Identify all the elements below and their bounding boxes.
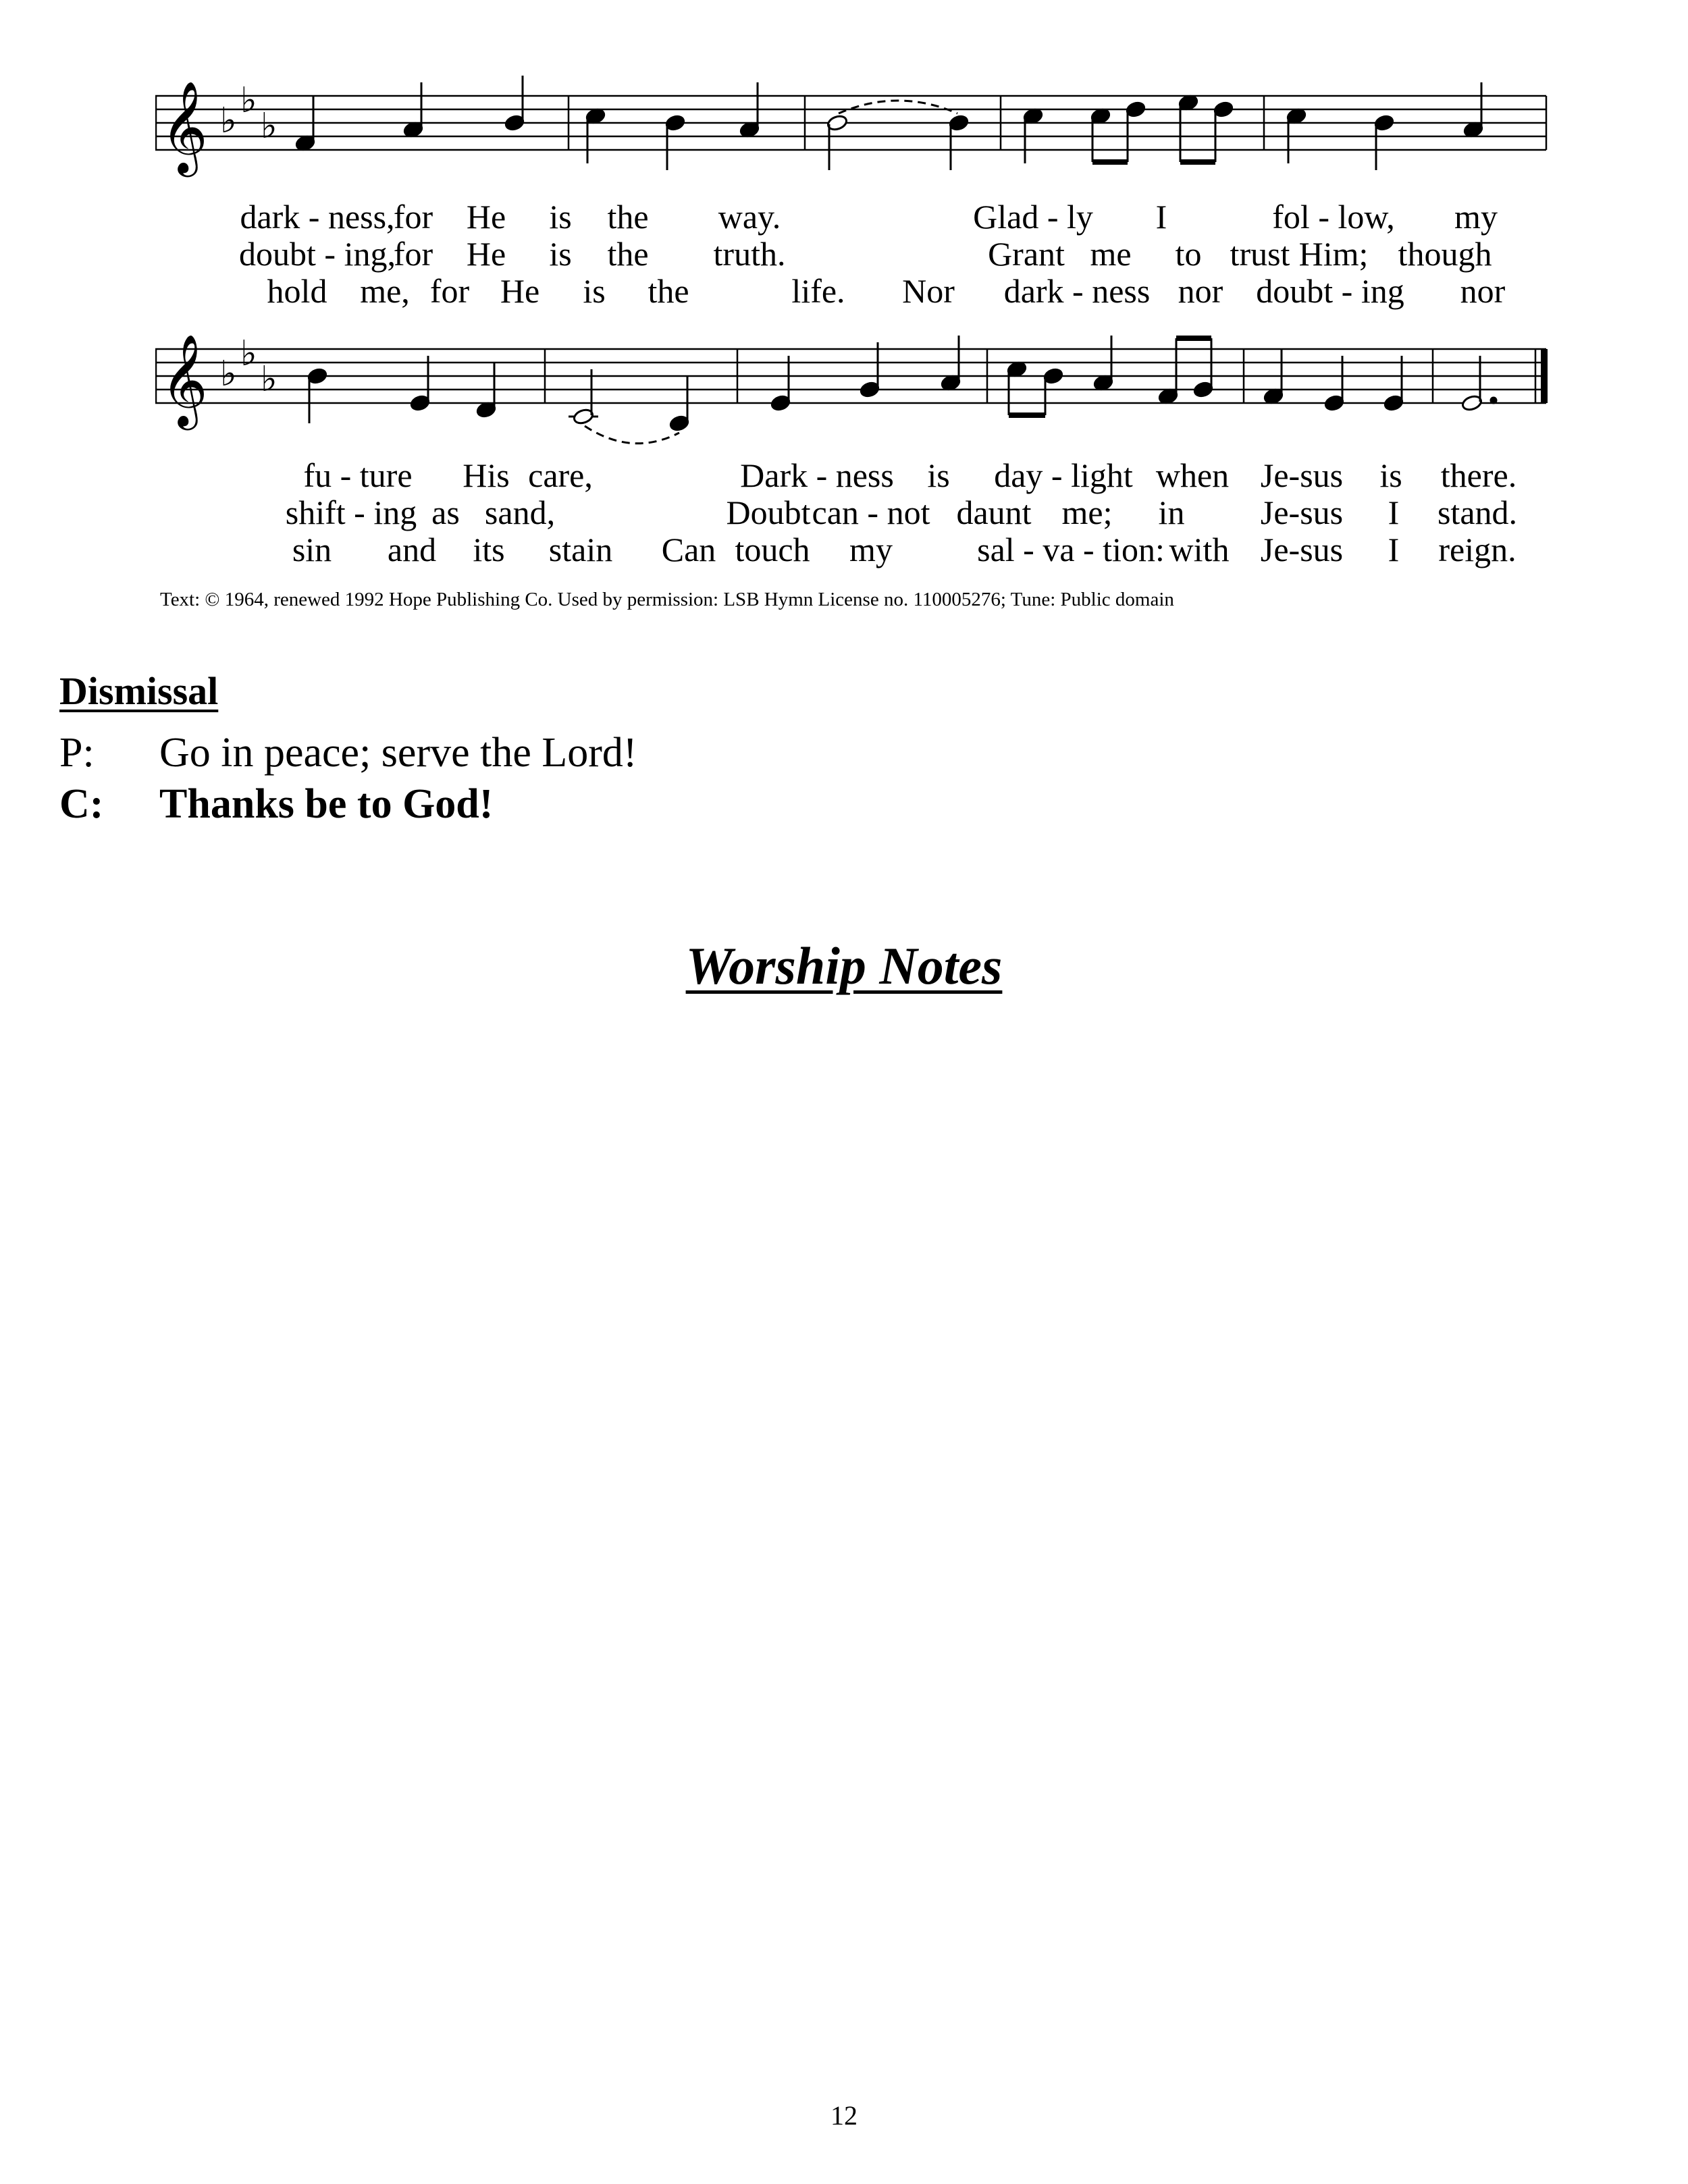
pastor-line [59,729,637,777]
lyric-syllable: is [549,235,572,273]
lyric-syllable: with [1169,531,1230,568]
lyric-syllable: doubt - ing [1256,272,1404,310]
lyric-syllable: me [1090,235,1132,273]
lyric-syllable: and [387,531,437,568]
lyric-syllable: doubt - ing, [239,235,396,273]
lyric-syllable: the [607,198,649,236]
treble-clef-icon: 𝄞 [161,333,208,426]
lyric-syllable: my [849,531,893,568]
lyric-syllable: trust [1230,235,1290,273]
treble-clef-icon: 𝄞 [161,80,208,173]
lyric-syllable: as [431,494,460,531]
lyric-line-2-2 [155,495,1553,530]
lyric-syllable: there. [1440,456,1517,494]
spoken-text: Go in peace; serve the Lord! [159,730,637,776]
lyric-syllable: truth. [713,235,786,273]
spoken-text: Thanks be to God! [159,781,494,827]
lyric-syllable: is [549,198,572,236]
lyric-syllable: He [500,272,540,310]
lyric-syllable: Doubt [726,494,811,531]
lyric-syllable: the [607,235,649,273]
lyric-syllable: He [466,235,506,273]
lyric-syllable: Je-sus [1260,494,1344,531]
lyric-syllable: I [1155,198,1167,236]
flat-icon: ♭ [240,334,257,374]
lyric-syllable: its [473,531,505,568]
lyric-line-1-1 [155,199,1553,234]
lyric-syllable: I [1388,531,1400,568]
lyric-syllable: shift - ing [285,494,417,531]
page-number: 12 [830,2100,858,2131]
speaker-label: P: [59,730,95,776]
lyric-syllable: is [583,272,606,310]
lyric-syllable: Glad - ly [973,198,1093,236]
lyric-line-2-3 [155,532,1553,567]
lyric-syllable: Je-sus [1260,456,1344,494]
lyric-syllable: though [1398,235,1492,273]
lyric-syllable: dark - ness [1003,272,1151,310]
lyric-syllable: day - light [994,456,1133,494]
lyric-syllable: is [1379,456,1402,494]
lyric-syllable: stain [548,531,613,568]
lyric-syllable: for [393,235,433,273]
flat-icon: ♭ [261,359,278,400]
lyric-syllable: Grant [988,235,1065,273]
lyric-syllable: my [1454,198,1498,236]
lyric-syllable: me; [1061,494,1113,531]
lyric-syllable: for [393,198,433,236]
lyric-syllable: hold [267,272,327,310]
staff-system-1 [155,61,1553,196]
lyric-syllable: for [429,272,470,310]
speaker-label: C: [59,781,104,827]
lyric-syllable: is [927,456,950,494]
lyric-line-2-1 [155,458,1553,493]
dismissal-heading: Dismissal [59,669,219,713]
hymn-credit: Text: © 1964, renewed 1992 Hope Publishing Co. Used by permission: LSB Hymn License no. 110005276; Tune: Public domain [160,589,1174,610]
lyric-syllable: sin [292,531,332,568]
lyric-syllable: nor [1178,272,1223,310]
flat-icon: ♭ [220,101,237,141]
lyric-syllable: can - not [812,494,930,531]
lyric-syllable: way. [718,198,781,236]
lyric-syllable: I [1388,494,1400,531]
flat-icon: ♭ [240,80,257,121]
lyric-line-1-3 [155,273,1553,309]
lyric-syllable: dark - ness, [240,198,395,236]
lyric-syllable: fu - ture [303,456,413,494]
congregation-line [59,780,493,828]
lyric-syllable: Nor [902,272,955,310]
lyric-syllable: reign. [1438,531,1516,568]
lyric-syllable: to [1175,235,1202,273]
lyric-syllable: fol - low, [1272,198,1395,236]
tie-arc [839,101,957,113]
lyric-syllable: Can [661,531,716,568]
lyric-syllable: nor [1460,272,1506,310]
lyric-syllable: life. [791,272,845,310]
lyric-syllable: the [648,272,689,310]
lyric-syllable: touch [735,531,810,568]
lyric-syllable: stand. [1437,494,1518,531]
lyric-syllable: His [463,456,510,494]
staff-system-2 [155,314,1553,449]
lyric-line-1-2 [155,236,1553,271]
lyric-syllable: Dark - ness [740,456,894,494]
lyric-syllable: sal - va - tion: [977,531,1165,568]
lyric-syllable: in [1158,494,1185,531]
tie-arc [585,426,679,444]
lyric-syllable: sand, [484,494,556,531]
lyric-syllable: Je-sus [1260,531,1344,568]
worship-notes-title [0,936,1688,996]
lyric-syllable: care, [528,456,593,494]
worship-notes-title-text: Worship Notes [685,936,1003,995]
flat-icon: ♭ [261,106,278,147]
lyric-syllable: He [466,198,506,236]
flat-icon: ♭ [220,354,237,394]
lyric-syllable: daunt [956,494,1032,531]
lyric-syllable: me, [360,272,410,310]
lyric-syllable: Him; [1298,235,1369,273]
lyric-syllable: when [1155,456,1230,494]
